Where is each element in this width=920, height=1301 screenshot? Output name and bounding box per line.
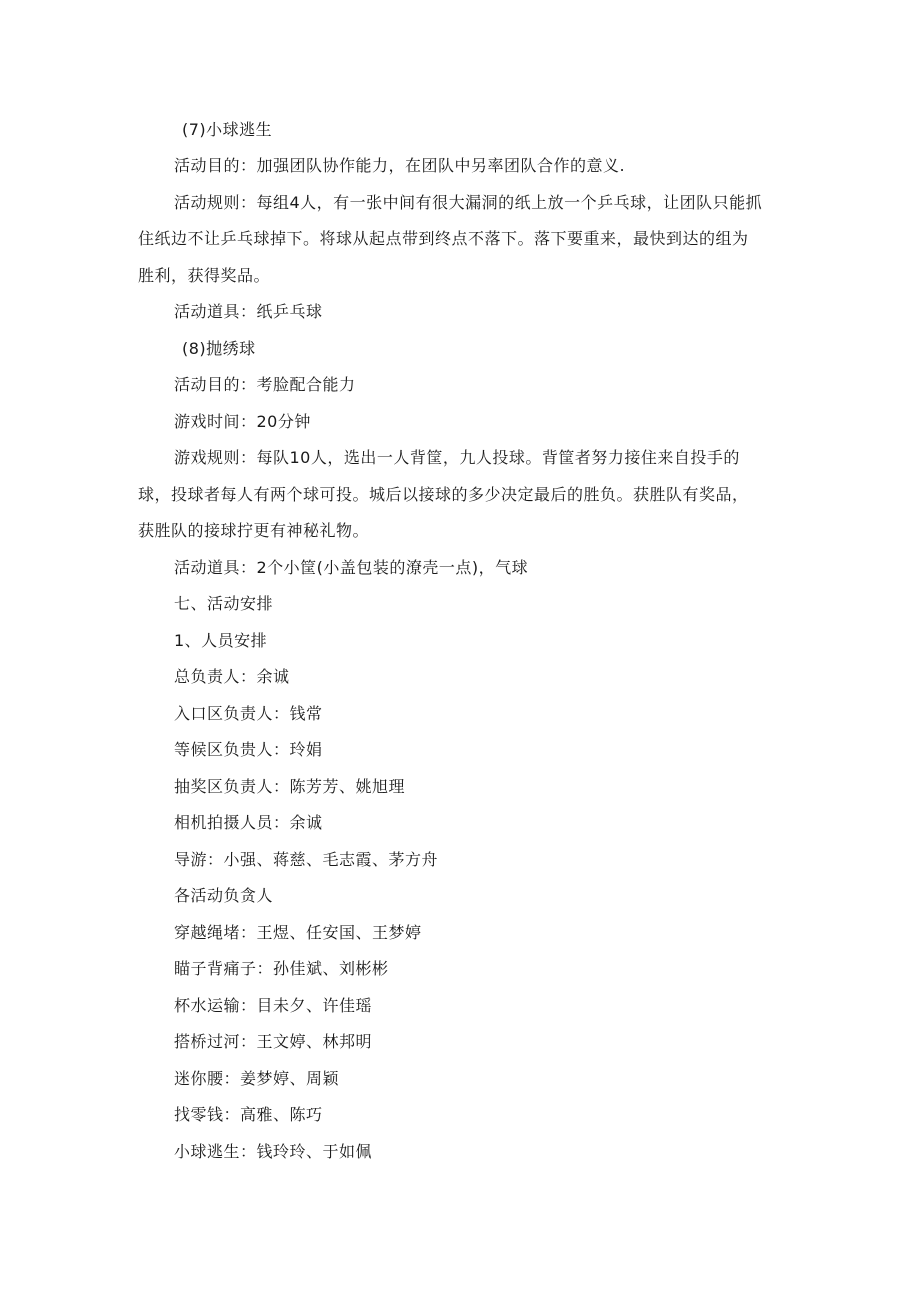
staff-line: 杯水运输：目未夕、许佳瑶 (174, 996, 373, 1015)
staff-line: 瞄子背痛子：孙佳斌、刘彬彬 (174, 959, 389, 978)
staff-line: 总负责人：余诚 (174, 667, 290, 686)
paragraph-line: 住纸边不让乒乓球掉下。将球从起点带到终点不落下。落下要重来，最快到达的组为 (138, 229, 749, 248)
section-heading-activity-arrangement: 七、活动安排 (174, 594, 274, 613)
paragraph-line: 活动规则：每组4人，有一张中间有很大漏洞的纸上放一个乒乓球，让团队只能抓 (174, 193, 763, 212)
paragraph-line: 获胜队的接球拧更有神秘礼物。 (138, 521, 370, 540)
section-heading-throw-ball: (8)抛绣球 (182, 339, 256, 358)
staff-line: 入口区负责人：钱常 (174, 704, 323, 723)
subsection-heading-activity-leads: 各活动负贪人 (174, 886, 274, 905)
paragraph-line: 游戏时间：20分钟 (174, 412, 311, 431)
subsection-heading-staff: 1、人员安排 (174, 631, 268, 650)
staff-line: 导游：小强、蒋慈、毛志霞、茅方舟 (174, 850, 439, 869)
staff-line: 相机拍摄人员：余诚 (174, 813, 323, 832)
paragraph-line: 活动目的：加强团队协作能力，在团队中另率团队合作的意义. (174, 156, 626, 175)
staff-line: 等候区负贵人：玲娟 (174, 740, 323, 759)
paragraph-line: 活动道具：2个小筐(小盖包装的潦壳一点)，气球 (174, 558, 529, 577)
staff-line: 迷你腰：姜梦婷、周颖 (174, 1069, 340, 1088)
paragraph-line: 球，投球者每人有两个球可投。城后以接球的多少决定最后的胜负。获胜队有奖品， (138, 485, 749, 504)
staff-line: 找零钱：高雅、陈巧 (174, 1105, 323, 1124)
paragraph-line: 活动目的：考脸配合能力 (174, 375, 356, 394)
staff-line: 穿越绳堵：王煜、任安国、王梦婷 (174, 923, 422, 942)
paragraph-line: 活动道具：纸乒乓球 (174, 302, 323, 321)
paragraph-line: 胜利，获得奖品。 (138, 266, 271, 285)
paragraph-line: 游戏规则：每队10人，选出一人背筐，九人投球。背筐者努力接住来自投手的 (174, 448, 740, 467)
section-heading-small-ball-escape: (7)小球逃生 (182, 120, 273, 139)
staff-line: 抽奖区负责人：陈芳芳、姚旭理 (174, 777, 406, 796)
staff-line: 搭桥过河：王文婷、林邦明 (174, 1032, 373, 1051)
staff-line: 小球逃生：钱玲玲、于如佩 (174, 1142, 373, 1161)
